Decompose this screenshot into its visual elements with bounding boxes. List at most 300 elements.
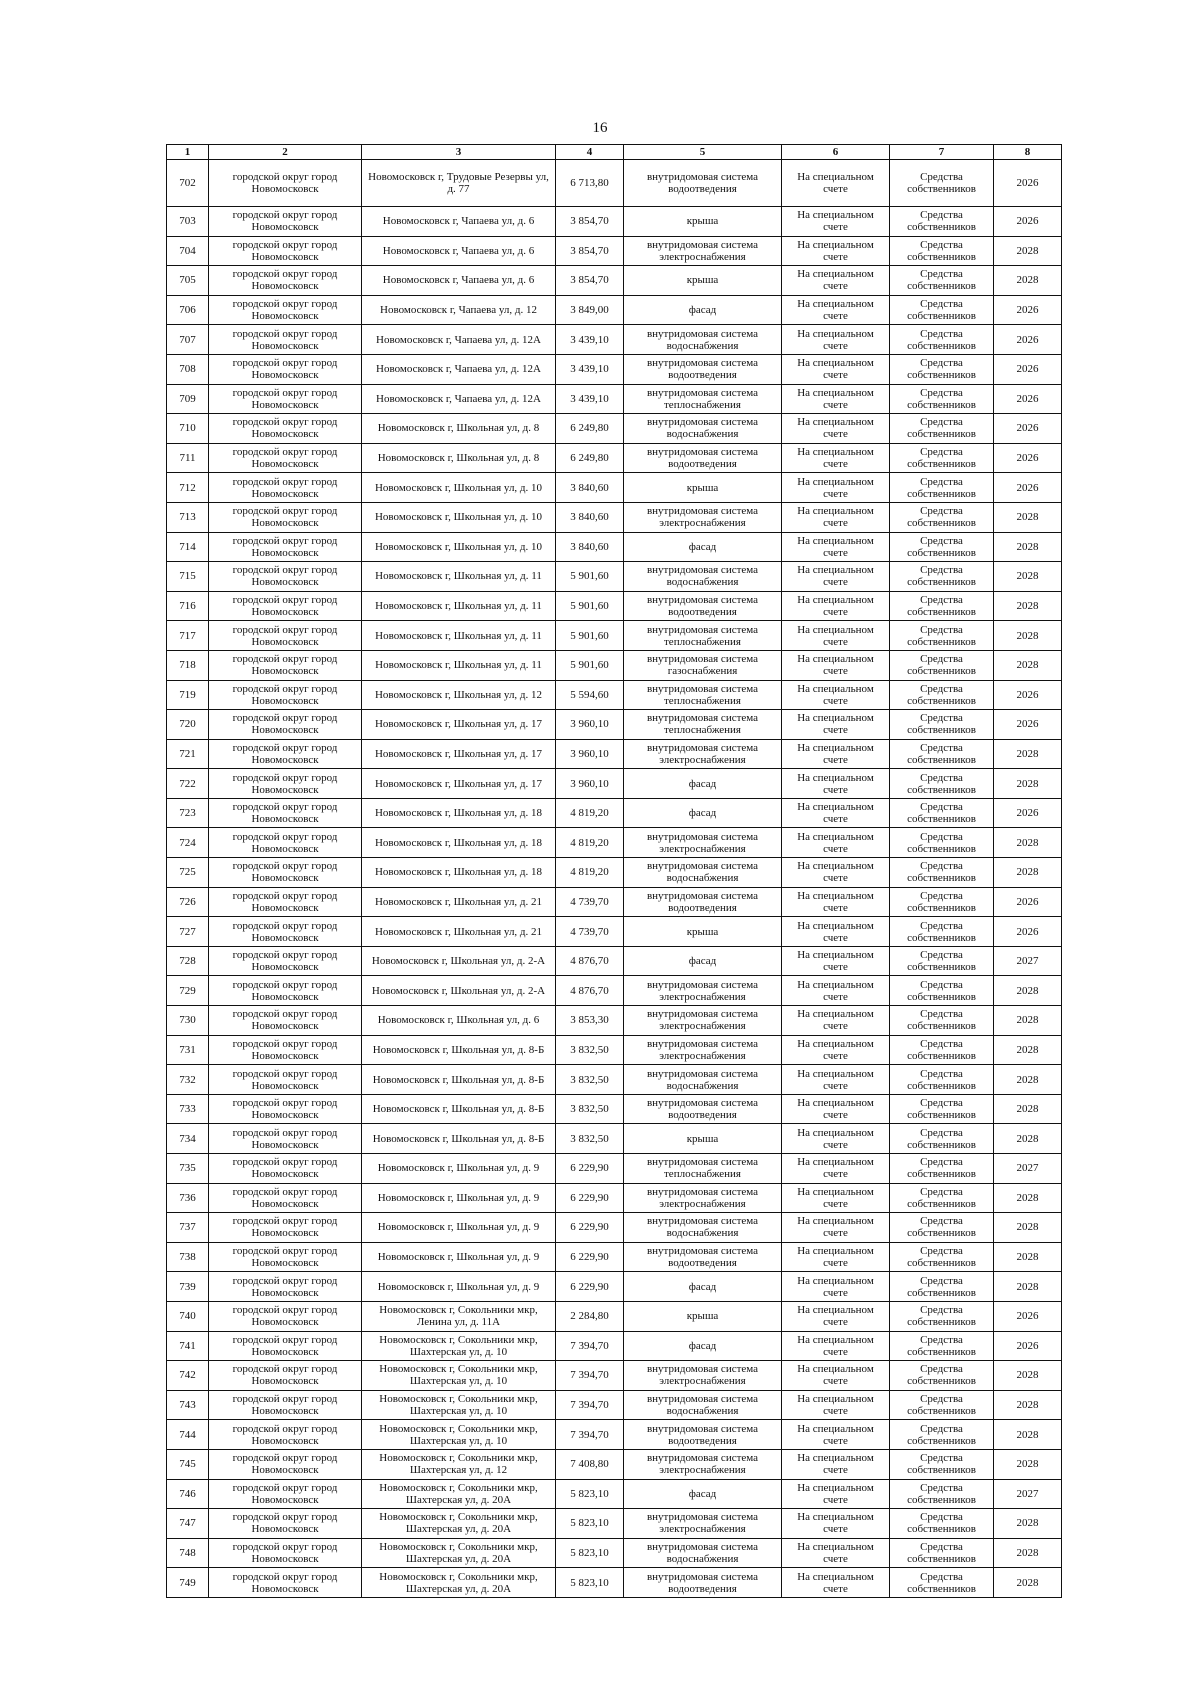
registry-table [166, 144, 1062, 1598]
municipality-cell: городской округ город Новомосковск [209, 1390, 362, 1420]
year-cell: 2026 [994, 207, 1062, 237]
address-cell: Новомосковск г, Школьная ул, д. 18 [362, 828, 556, 858]
area-cell: 3 832,50 [556, 1035, 624, 1065]
year-cell: 2028 [994, 1361, 1062, 1391]
municipality-cell: городской округ город Новомосковск [209, 1154, 362, 1184]
fund-source-cell: Средства собственников [890, 1390, 994, 1420]
table-row [167, 1154, 1062, 1184]
fund-source-cell: Средства собственников [890, 502, 994, 532]
address-cell: Новомосковск г, Школьная ул, д. 2-А [362, 946, 556, 976]
table-row [167, 1538, 1062, 1568]
table-row [167, 710, 1062, 740]
work-type-cell: внутридомовая система электроснабжения [624, 236, 782, 266]
table-row [167, 1449, 1062, 1479]
fund-method-cell: На специальном счете [782, 769, 890, 799]
work-type-cell: внутридомовая система электроснабжения [624, 1183, 782, 1213]
year-cell: 2028 [994, 1006, 1062, 1036]
work-type-cell: внутридомовая система водоотведения [624, 1094, 782, 1124]
row-number-cell: 747 [167, 1509, 209, 1539]
address-cell: Новомосковск г, Школьная ул, д. 18 [362, 858, 556, 888]
work-type-cell: крыша [624, 266, 782, 296]
table-row [167, 680, 1062, 710]
fund-source-cell: Средства собственников [890, 917, 994, 947]
area-cell: 3 832,50 [556, 1124, 624, 1154]
area-cell: 3 849,00 [556, 295, 624, 325]
year-cell: 2026 [994, 473, 1062, 503]
fund-method-cell: На специальном счете [782, 473, 890, 503]
municipality-cell: городской округ город Новомосковск [209, 1568, 362, 1598]
fund-source-cell: Средства собственников [890, 710, 994, 740]
municipality-cell: городской округ город Новомосковск [209, 769, 362, 799]
table-row [167, 473, 1062, 503]
fund-method-cell: На специальном счете [782, 443, 890, 473]
table-row [167, 650, 1062, 680]
work-type-cell: внутридомовая система водоснабжения [624, 414, 782, 444]
year-cell: 2028 [994, 1183, 1062, 1213]
fund-source-cell: Средства собственников [890, 1183, 994, 1213]
row-number-cell: 729 [167, 976, 209, 1006]
row-number-cell: 734 [167, 1124, 209, 1154]
row-number-cell: 730 [167, 1006, 209, 1036]
fund-source-cell: Средства собственников [890, 1242, 994, 1272]
fund-source-cell: Средства собственников [890, 532, 994, 562]
work-type-cell: внутридомовая система электроснабжения [624, 1449, 782, 1479]
area-cell: 7 394,70 [556, 1390, 624, 1420]
row-number-cell: 738 [167, 1242, 209, 1272]
table-row [167, 1568, 1062, 1598]
fund-source-cell: Средства собственников [890, 384, 994, 414]
address-cell: Новомосковск г, Сокольники мкр, Шахтерская ул, д. 20А [362, 1568, 556, 1598]
municipality-cell: городской округ город Новомосковск [209, 473, 362, 503]
fund-method-cell: На специальном счете [782, 562, 890, 592]
area-cell: 3 832,50 [556, 1065, 624, 1095]
row-number-cell: 706 [167, 295, 209, 325]
table-row [167, 1361, 1062, 1391]
municipality-cell: городской округ город Новомосковск [209, 502, 362, 532]
year-cell: 2028 [994, 236, 1062, 266]
fund-method-cell: На специальном счете [782, 1301, 890, 1331]
row-number-cell: 704 [167, 236, 209, 266]
table-row [167, 443, 1062, 473]
fund-source-cell: Средства собственников [890, 976, 994, 1006]
area-cell: 7 394,70 [556, 1331, 624, 1361]
municipality-cell: городской округ город Новомосковск [209, 591, 362, 621]
fund-source-cell: Средства собственников [890, 621, 994, 651]
municipality-cell: городской округ город Новомосковск [209, 1124, 362, 1154]
fund-method-cell: На специальном счете [782, 502, 890, 532]
table-row [167, 769, 1062, 799]
municipality-cell: городской округ город Новомосковск [209, 1065, 362, 1095]
area-cell: 3 439,10 [556, 384, 624, 414]
work-type-cell: внутридомовая система водоснабжения [624, 1065, 782, 1095]
header-col-2: 2 [209, 145, 362, 160]
address-cell: Новомосковск г, Сокольники мкр, Шахтерская ул, д. 10 [362, 1331, 556, 1361]
year-cell: 2026 [994, 680, 1062, 710]
table-row [167, 1094, 1062, 1124]
fund-source-cell: Средства собственников [890, 1479, 994, 1509]
municipality-cell: городской округ город Новомосковск [209, 1035, 362, 1065]
header-col-4: 4 [556, 145, 624, 160]
municipality-cell: городской округ город Новомосковск [209, 1538, 362, 1568]
row-number-cell: 707 [167, 325, 209, 355]
area-cell: 4 819,20 [556, 858, 624, 888]
fund-method-cell: На специальном счете [782, 976, 890, 1006]
row-number-cell: 740 [167, 1301, 209, 1331]
municipality-cell: городской округ город Новомосковск [209, 443, 362, 473]
header-col-8: 8 [994, 145, 1062, 160]
municipality-cell: городской округ город Новомосковск [209, 739, 362, 769]
work-type-cell: крыша [624, 207, 782, 237]
fund-source-cell: Средства собственников [890, 1301, 994, 1331]
row-number-cell: 705 [167, 266, 209, 296]
header-col-3: 3 [362, 145, 556, 160]
municipality-cell: городской округ город Новомосковск [209, 562, 362, 592]
row-number-cell: 741 [167, 1331, 209, 1361]
year-cell: 2028 [994, 1242, 1062, 1272]
year-cell: 2026 [994, 1301, 1062, 1331]
municipality-cell: городской округ город Новомосковск [209, 266, 362, 296]
row-number-cell: 737 [167, 1213, 209, 1243]
municipality-cell: городской округ город Новомосковск [209, 532, 362, 562]
address-cell: Новомосковск г, Школьная ул, д. 17 [362, 739, 556, 769]
fund-source-cell: Средства собственников [890, 207, 994, 237]
row-number-cell: 716 [167, 591, 209, 621]
municipality-cell: городской округ город Новомосковск [209, 621, 362, 651]
municipality-cell: городской округ город Новомосковск [209, 917, 362, 947]
table-row [167, 1183, 1062, 1213]
work-type-cell: внутридомовая система водоотведения [624, 1568, 782, 1598]
address-cell: Новомосковск г, Школьная ул, д. 11 [362, 650, 556, 680]
header-col-1: 1 [167, 145, 209, 160]
row-number-cell: 742 [167, 1361, 209, 1391]
row-number-cell: 745 [167, 1449, 209, 1479]
fund-method-cell: На специальном счете [782, 1006, 890, 1036]
work-type-cell: внутридомовая система водоотведения [624, 1242, 782, 1272]
area-cell: 6 229,90 [556, 1183, 624, 1213]
fund-method-cell: На специальном счете [782, 591, 890, 621]
address-cell: Новомосковск г, Школьная ул, д. 10 [362, 532, 556, 562]
fund-method-cell: На специальном счете [782, 1331, 890, 1361]
table-row [167, 160, 1062, 207]
municipality-cell: городской округ город Новомосковск [209, 1183, 362, 1213]
fund-source-cell: Средства собственников [890, 650, 994, 680]
area-cell: 3 840,60 [556, 502, 624, 532]
fund-method-cell: На специальном счете [782, 1390, 890, 1420]
table-row [167, 1272, 1062, 1302]
fund-source-cell: Средства собственников [890, 414, 994, 444]
area-cell: 7 394,70 [556, 1420, 624, 1450]
year-cell: 2028 [994, 621, 1062, 651]
table-row [167, 946, 1062, 976]
work-type-cell: внутридомовая система водоотведения [624, 160, 782, 207]
area-cell: 2 284,80 [556, 1301, 624, 1331]
municipality-cell: городской округ город Новомосковск [209, 207, 362, 237]
municipality-cell: городской округ город Новомосковск [209, 858, 362, 888]
work-type-cell: внутридомовая система теплоснабжения [624, 680, 782, 710]
row-number-cell: 733 [167, 1094, 209, 1124]
area-cell: 6 713,80 [556, 160, 624, 207]
municipality-cell: городской округ город Новомосковск [209, 1509, 362, 1539]
year-cell: 2028 [994, 1509, 1062, 1539]
year-cell: 2028 [994, 976, 1062, 1006]
year-cell: 2028 [994, 828, 1062, 858]
fund-method-cell: На специальном счете [782, 1154, 890, 1184]
table-row [167, 384, 1062, 414]
area-cell: 3 854,70 [556, 236, 624, 266]
fund-method-cell: На специальном счете [782, 384, 890, 414]
fund-method-cell: На специальном счете [782, 160, 890, 207]
work-type-cell: внутридомовая система электроснабжения [624, 739, 782, 769]
address-cell: Новомосковск г, Сокольники мкр, Ленина ул, д. 11А [362, 1301, 556, 1331]
municipality-cell: городской округ город Новомосковск [209, 325, 362, 355]
municipality-cell: городской округ город Новомосковск [209, 887, 362, 917]
address-cell: Новомосковск г, Школьная ул, д. 11 [362, 591, 556, 621]
address-cell: Новомосковск г, Школьная ул, д. 9 [362, 1183, 556, 1213]
area-cell: 4 739,70 [556, 887, 624, 917]
row-number-cell: 748 [167, 1538, 209, 1568]
municipality-cell: городской округ город Новомосковск [209, 976, 362, 1006]
year-cell: 2026 [994, 354, 1062, 384]
fund-method-cell: На специальном счете [782, 917, 890, 947]
address-cell: Новомосковск г, Школьная ул, д. 6 [362, 1006, 556, 1036]
table-row [167, 887, 1062, 917]
row-number-cell: 703 [167, 207, 209, 237]
municipality-cell: городской округ город Новомосковск [209, 354, 362, 384]
work-type-cell: внутридомовая система электроснабжения [624, 502, 782, 532]
municipality-cell: городской округ город Новомосковск [209, 1301, 362, 1331]
table-row [167, 1065, 1062, 1095]
area-cell: 3 840,60 [556, 532, 624, 562]
table-row [167, 1213, 1062, 1243]
address-cell: Новомосковск г, Сокольники мкр, Шахтерская ул, д. 20А [362, 1509, 556, 1539]
year-cell: 2028 [994, 1568, 1062, 1598]
work-type-cell: внутридомовая система водоснабжения [624, 1538, 782, 1568]
address-cell: Новомосковск г, Сокольники мкр, Шахтерская ул, д. 12 [362, 1449, 556, 1479]
year-cell: 2028 [994, 1272, 1062, 1302]
year-cell: 2028 [994, 858, 1062, 888]
year-cell: 2028 [994, 1449, 1062, 1479]
row-number-cell: 736 [167, 1183, 209, 1213]
year-cell: 2026 [994, 414, 1062, 444]
work-type-cell: внутридомовая система электроснабжения [624, 976, 782, 1006]
address-cell: Новомосковск г, Школьная ул, д. 9 [362, 1242, 556, 1272]
header-col-6: 6 [782, 145, 890, 160]
year-cell: 2028 [994, 1390, 1062, 1420]
year-cell: 2026 [994, 384, 1062, 414]
header-col-5: 5 [624, 145, 782, 160]
municipality-cell: городской округ город Новомосковск [209, 1242, 362, 1272]
work-type-cell: внутридомовая система водоснабжения [624, 325, 782, 355]
work-type-cell: фасад [624, 1479, 782, 1509]
fund-source-cell: Средства собственников [890, 1213, 994, 1243]
year-cell: 2026 [994, 295, 1062, 325]
address-cell: Новомосковск г, Школьная ул, д. 8-Б [362, 1124, 556, 1154]
fund-source-cell: Средства собственников [890, 1154, 994, 1184]
fund-source-cell: Средства собственников [890, 160, 994, 207]
area-cell: 3 960,10 [556, 710, 624, 740]
work-type-cell: фасад [624, 295, 782, 325]
municipality-cell: городской округ город Новомосковск [209, 946, 362, 976]
area-cell: 3 854,70 [556, 207, 624, 237]
row-number-cell: 749 [167, 1568, 209, 1598]
municipality-cell: городской округ город Новомосковск [209, 798, 362, 828]
municipality-cell: городской округ город Новомосковск [209, 1361, 362, 1391]
work-type-cell: внутридомовая система водоснабжения [624, 1390, 782, 1420]
fund-source-cell: Средства собственников [890, 680, 994, 710]
address-cell: Новомосковск г, Школьная ул, д. 9 [362, 1213, 556, 1243]
fund-source-cell: Средства собственников [890, 1509, 994, 1539]
work-type-cell: внутридомовая система водоотведения [624, 443, 782, 473]
fund-source-cell: Средства собственников [890, 1094, 994, 1124]
table-row [167, 1390, 1062, 1420]
area-cell: 7 394,70 [556, 1361, 624, 1391]
area-cell: 5 901,60 [556, 621, 624, 651]
row-number-cell: 711 [167, 443, 209, 473]
table-row [167, 562, 1062, 592]
row-number-cell: 722 [167, 769, 209, 799]
address-cell: Новомосковск г, Чапаева ул, д. 6 [362, 207, 556, 237]
work-type-cell: внутридомовая система теплоснабжения [624, 1154, 782, 1184]
fund-source-cell: Средства собственников [890, 325, 994, 355]
table-row [167, 266, 1062, 296]
area-cell: 4 819,20 [556, 828, 624, 858]
fund-method-cell: На специальном счете [782, 325, 890, 355]
fund-method-cell: На специальном счете [782, 1242, 890, 1272]
area-cell: 3 840,60 [556, 473, 624, 503]
fund-method-cell: На специальном счете [782, 887, 890, 917]
year-cell: 2027 [994, 946, 1062, 976]
address-cell: Новомосковск г, Школьная ул, д. 8-Б [362, 1035, 556, 1065]
municipality-cell: городской округ город Новомосковск [209, 384, 362, 414]
table-row [167, 1301, 1062, 1331]
municipality-cell: городской округ город Новомосковск [209, 710, 362, 740]
area-cell: 5 594,60 [556, 680, 624, 710]
work-type-cell: крыша [624, 1301, 782, 1331]
fund-source-cell: Средства собственников [890, 236, 994, 266]
row-number-cell: 718 [167, 650, 209, 680]
year-cell: 2028 [994, 1213, 1062, 1243]
work-type-cell: внутридомовая система водоотведения [624, 1420, 782, 1450]
municipality-cell: городской округ город Новомосковск [209, 236, 362, 266]
address-cell: Новомосковск г, Чапаева ул, д. 12 [362, 295, 556, 325]
row-number-cell: 743 [167, 1390, 209, 1420]
year-cell: 2026 [994, 325, 1062, 355]
address-cell: Новомосковск г, Школьная ул, д. 11 [362, 621, 556, 651]
fund-method-cell: На специальном счете [782, 710, 890, 740]
area-cell: 3 439,10 [556, 325, 624, 355]
fund-source-cell: Средства собственников [890, 1124, 994, 1154]
address-cell: Новомосковск г, Чапаева ул, д. 6 [362, 236, 556, 266]
row-number-cell: 708 [167, 354, 209, 384]
fund-method-cell: На специальном счете [782, 1094, 890, 1124]
table-row [167, 236, 1062, 266]
row-number-cell: 731 [167, 1035, 209, 1065]
fund-source-cell: Средства собственников [890, 1361, 994, 1391]
area-cell: 5 901,60 [556, 591, 624, 621]
area-cell: 6 229,90 [556, 1154, 624, 1184]
row-number-cell: 724 [167, 828, 209, 858]
address-cell: Новомосковск г, Школьная ул, д. 10 [362, 502, 556, 532]
row-number-cell: 717 [167, 621, 209, 651]
municipality-cell: городской округ город Новомосковск [209, 828, 362, 858]
table-row [167, 917, 1062, 947]
address-cell: Новомосковск г, Чапаева ул, д. 6 [362, 266, 556, 296]
table-row [167, 1331, 1062, 1361]
work-type-cell: внутридомовая система водоснабжения [624, 562, 782, 592]
year-cell: 2028 [994, 769, 1062, 799]
fund-source-cell: Средства собственников [890, 798, 994, 828]
table-row [167, 591, 1062, 621]
year-cell: 2028 [994, 1538, 1062, 1568]
area-cell: 3 832,50 [556, 1094, 624, 1124]
table-row [167, 1420, 1062, 1450]
work-type-cell: фасад [624, 532, 782, 562]
fund-method-cell: На специальном счете [782, 1420, 890, 1450]
year-cell: 2028 [994, 1065, 1062, 1095]
year-cell: 2027 [994, 1154, 1062, 1184]
address-cell: Новомосковск г, Школьная ул, д. 18 [362, 798, 556, 828]
work-type-cell: фасад [624, 1272, 782, 1302]
fund-method-cell: На специальном счете [782, 1361, 890, 1391]
fund-method-cell: На специальном счете [782, 295, 890, 325]
fund-method-cell: На специальном счете [782, 650, 890, 680]
fund-method-cell: На специальном счете [782, 1124, 890, 1154]
table-row [167, 532, 1062, 562]
row-number-cell: 709 [167, 384, 209, 414]
fund-source-cell: Средства собственников [890, 1420, 994, 1450]
area-cell: 5 823,10 [556, 1568, 624, 1598]
municipality-cell: городской округ город Новомосковск [209, 1272, 362, 1302]
header-col-7: 7 [890, 145, 994, 160]
address-cell: Новомосковск г, Школьная ул, д. 9 [362, 1154, 556, 1184]
work-type-cell: крыша [624, 1124, 782, 1154]
municipality-cell: городской округ город Новомосковск [209, 1094, 362, 1124]
municipality-cell: городской округ город Новомосковск [209, 1449, 362, 1479]
table-row [167, 354, 1062, 384]
municipality-cell: городской округ город Новомосковск [209, 414, 362, 444]
work-type-cell: внутридомовая система электроснабжения [624, 1361, 782, 1391]
work-type-cell: фасад [624, 1331, 782, 1361]
address-cell: Новомосковск г, Школьная ул, д. 9 [362, 1272, 556, 1302]
row-number-cell: 732 [167, 1065, 209, 1095]
row-number-cell: 713 [167, 502, 209, 532]
address-cell: Новомосковск г, Сокольники мкр, Шахтерская ул, д. 20А [362, 1479, 556, 1509]
municipality-cell: городской округ город Новомосковск [209, 1420, 362, 1450]
registry-body [167, 160, 1062, 1598]
table-row [167, 1124, 1062, 1154]
fund-method-cell: На специальном счете [782, 621, 890, 651]
fund-source-cell: Средства собственников [890, 266, 994, 296]
area-cell: 3 439,10 [556, 354, 624, 384]
row-number-cell: 712 [167, 473, 209, 503]
table-row [167, 739, 1062, 769]
year-cell: 2028 [994, 591, 1062, 621]
fund-source-cell: Средства собственников [890, 1538, 994, 1568]
area-cell: 3 853,30 [556, 1006, 624, 1036]
year-cell: 2028 [994, 739, 1062, 769]
year-cell: 2027 [994, 1479, 1062, 1509]
fund-source-cell: Средства собственников [890, 562, 994, 592]
work-type-cell: внутридомовая система газоснабжения [624, 650, 782, 680]
area-cell: 4 876,70 [556, 976, 624, 1006]
row-number-cell: 735 [167, 1154, 209, 1184]
year-cell: 2026 [994, 917, 1062, 947]
municipality-cell: городской округ город Новомосковск [209, 1479, 362, 1509]
work-type-cell: внутридомовая система электроснабжения [624, 1006, 782, 1036]
year-cell: 2026 [994, 443, 1062, 473]
table-row [167, 621, 1062, 651]
address-cell: Новомосковск г, Чапаева ул, д. 12А [362, 325, 556, 355]
